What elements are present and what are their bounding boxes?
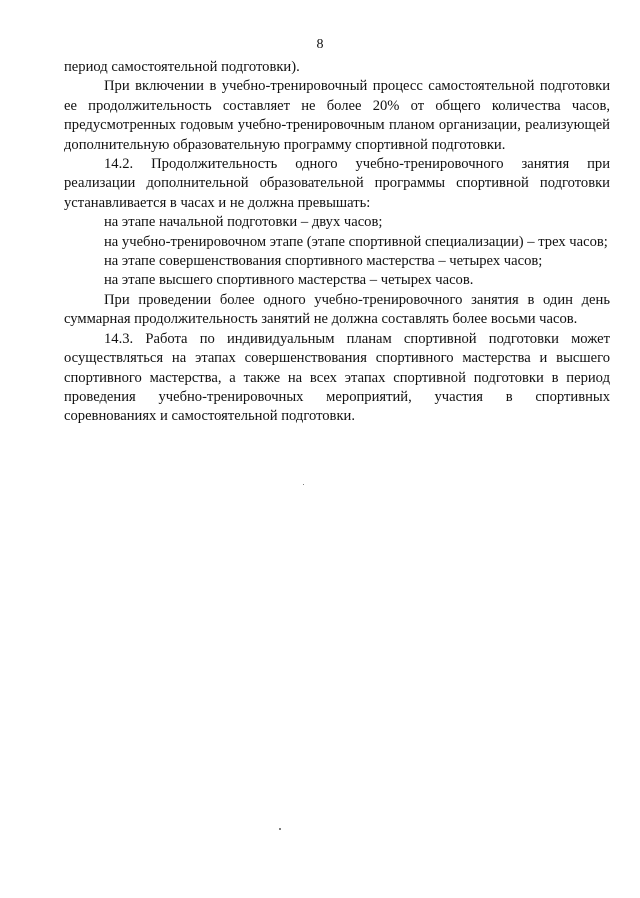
scan-speck xyxy=(303,484,304,485)
list-item-improvement-stage: на этапе совершенствования спортивного мастерства – четырех часов; xyxy=(104,253,543,270)
paragraph-continuation: период самостоятельной подготовки). xyxy=(64,59,300,75)
paragraph-daily-limit: При проведении более одного учебно-тренировочного занятия в один день суммарная продолжительность занятий не должна составлять более восьми часов. xyxy=(64,291,610,328)
paragraph-14-3: 14.3. Работа по индивидуальным планам спортивной подготовки может осуществляться на этапах совершенствования спортивного мастерства и высшего спортивного мастерства, а также на всех этапах спортивной подготовки в период проведения учебно-тренировочных мероприятий, участия в спортивных соревнованиях и самостоятельной подготовки. xyxy=(64,330,610,425)
list-item-training-stage: на учебно-тренировочном этапе (этапе спортивной специализации) – трех часов; xyxy=(104,233,608,250)
list-item-highest-stage: на этапе высшего спортивного мастерства – четырех часов. xyxy=(104,272,474,289)
scan-speck xyxy=(279,828,281,830)
document-body xyxy=(64,58,610,427)
paragraph-self-training: При включении в учебно-тренировочный процесс самостоятельной подготовки ее продолжительность составляет не более 20% от общего количества часов, предусмотренных годовым учебно-тренировочным планом организации, реализующей дополнительную образовательную программу спортивной подготовки. xyxy=(64,78,610,153)
list-item-initial-stage: на этапе начальной подготовки – двух часов; xyxy=(104,214,383,231)
paragraph-14-2: 14.2. Продолжительность одного учебно-тренировочного занятия при реализации дополнительной образовательной программы спортивной подготовки устанавливается в часах и не должна превышать: xyxy=(64,156,610,211)
page-number: 8 xyxy=(316,37,324,52)
